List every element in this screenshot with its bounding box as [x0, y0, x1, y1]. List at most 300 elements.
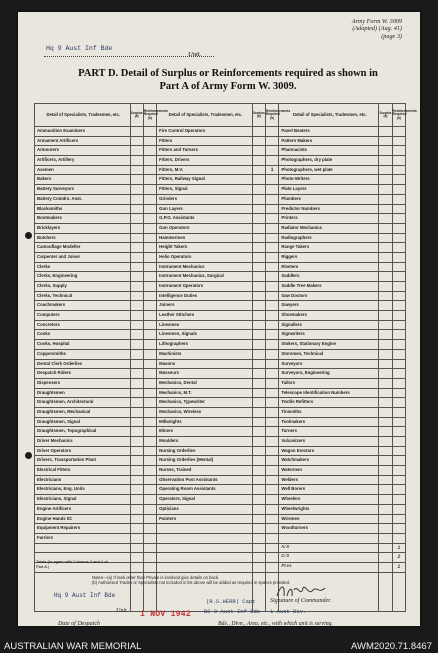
- specialist-cell: Driver Operators: [35, 446, 131, 456]
- required-cell: [266, 291, 279, 301]
- specialist-cell: Riggers: [279, 252, 379, 262]
- note-b: (b) Authorised Trades or Specialists not included in list above will be added as required in spaces provided.: [92, 580, 291, 586]
- surplus-cell: [379, 185, 392, 195]
- specialist-cell: Photographers, wet plate: [279, 165, 379, 175]
- specialist-cell: Mechanics, M.T.: [157, 388, 253, 398]
- surplus-cell: [130, 146, 143, 156]
- surplus-cell: [252, 466, 265, 476]
- form-page-number: (page 3): [381, 32, 402, 40]
- surplus-cell: [252, 252, 265, 262]
- required-cell: [143, 320, 156, 330]
- table-row: [35, 349, 406, 359]
- required-cell: [392, 185, 405, 195]
- required-cell: [392, 504, 405, 514]
- required-cell: [392, 466, 405, 476]
- surplus-cell: [379, 495, 392, 505]
- table-row: [35, 194, 406, 204]
- specialist-cell: Hammermen: [157, 233, 253, 243]
- signature-typed-unit: BC 9 Aust Inf Bde — 1 Aust Div.: [204, 608, 307, 615]
- surplus-cell: [130, 485, 143, 495]
- specialist-cell: Fitters, Railway Signal: [157, 175, 253, 185]
- specialist-cell: Panel Beaters: [279, 127, 379, 137]
- required-cell: [143, 524, 156, 534]
- caption-accession: AWM2020.71.8467: [351, 641, 432, 652]
- surplus-cell: [130, 340, 143, 350]
- required-cell: [143, 252, 156, 262]
- required-cell: [392, 233, 405, 243]
- specialist-cell: Computers: [35, 311, 131, 321]
- surplus-cell: [130, 330, 143, 340]
- surplus-cell: [379, 204, 392, 214]
- handwritten-trade: A/S: [279, 543, 379, 553]
- signature-typed-rank: (R.S.HERR) Capt: [206, 598, 256, 605]
- table-row: [35, 127, 406, 137]
- surplus-cell: [130, 359, 143, 369]
- specialist-cell: Artificers, Artillery: [35, 156, 131, 166]
- required-cell: [392, 359, 405, 369]
- specialist-cell: Tailors: [279, 378, 379, 388]
- specialist-cell: Saw Doctors: [279, 291, 379, 301]
- specialist-cell: Sawyers: [279, 301, 379, 311]
- table-row: [35, 437, 406, 447]
- surplus-cell: [379, 320, 392, 330]
- specialist-cell: Instrument Mechanics: [157, 262, 253, 272]
- surplus-cell: [379, 156, 392, 166]
- required-cell: [392, 407, 405, 417]
- table-row: [35, 185, 406, 195]
- table-row: [35, 175, 406, 185]
- required-cell: [143, 475, 156, 485]
- specialist-cell: Fitters, Signal: [157, 185, 253, 195]
- surplus-cell: [379, 524, 392, 534]
- specialist-cell: Wiremen: [279, 514, 379, 524]
- required-cell: [392, 252, 405, 262]
- required-cell: [266, 456, 279, 466]
- surplus-cell: [379, 359, 392, 369]
- specialist-cell: Height Takers: [157, 243, 253, 253]
- specialist-cell: Miners: [157, 427, 253, 437]
- required-cell: [392, 349, 405, 359]
- specialist-cell: Cooks: [35, 330, 131, 340]
- table-row: [35, 340, 406, 350]
- specialist-cell: Pharmacists: [279, 146, 379, 156]
- surplus-cell: [252, 475, 265, 485]
- specialist-cell: Farriers: [35, 533, 131, 543]
- specialist-cell: Blacksmiths: [35, 204, 131, 214]
- table-row: [35, 369, 406, 379]
- surplus-cell: [252, 272, 265, 282]
- specialist-cell: Woodturners: [279, 524, 379, 534]
- required-cell: [143, 369, 156, 379]
- surplus-cell: [252, 320, 265, 330]
- specialist-cell: Equipment Repairers: [35, 524, 131, 534]
- required-cell: [143, 388, 156, 398]
- surplus-cell: [252, 340, 265, 350]
- surplus-cell: [130, 311, 143, 321]
- specialist-cell: Drivers, Transportation Plant: [35, 456, 131, 466]
- specialist-cell: Fire Control Operators: [157, 127, 253, 137]
- surplus-cell: [130, 533, 143, 543]
- surplus-cell: [252, 456, 265, 466]
- specialist-cell: Battery Comdrs. Asst.: [35, 194, 131, 204]
- table-row: [35, 301, 406, 311]
- specialist-cell: Axemen: [35, 165, 131, 175]
- surplus-cell: [379, 301, 392, 311]
- specialist-cell: Nursing Orderlies (Mental): [157, 456, 253, 466]
- specialist-cell: Grinders: [157, 194, 253, 204]
- table-row: [35, 524, 406, 534]
- specialist-cell: Draughtsmen, Signal: [35, 417, 131, 427]
- note-a: Notes—(a) If rank other than Private is involved give details on back.: [92, 575, 220, 580]
- table-row: [35, 311, 406, 321]
- required-cell: [143, 543, 156, 553]
- required-cell: [266, 243, 279, 253]
- specialists-table: [34, 103, 417, 612]
- specialist-cell: Ammunition Examiners: [35, 127, 131, 137]
- specialist-cell: Machinists: [157, 349, 253, 359]
- surplus-cell: [379, 417, 392, 427]
- col-header-required: Reinforcements Required (b): [143, 104, 156, 127]
- required-cell: [143, 466, 156, 476]
- specialist-cell: Draughtsmen, Topographical: [35, 427, 131, 437]
- surplus-cell: [252, 388, 265, 398]
- specialist-cell: Coppersmiths: [35, 349, 131, 359]
- surplus-cell: [130, 156, 143, 166]
- col-header-spec: Detail of Specialists, Tradesmen, etc.: [279, 104, 379, 127]
- surplus-cell: [252, 378, 265, 388]
- surplus-cell: [252, 485, 265, 495]
- table-row: [35, 446, 406, 456]
- surplus-cell: [252, 417, 265, 427]
- surplus-cell: [252, 175, 265, 185]
- specialist-cell: Operators, Signal: [157, 495, 253, 505]
- surplus-cell: [379, 194, 392, 204]
- required-cell: [392, 282, 405, 292]
- required-cell: [266, 223, 279, 233]
- surplus-cell: [130, 194, 143, 204]
- surplus-cell: [130, 272, 143, 282]
- specialist-cell: Despatch Riders: [35, 369, 131, 379]
- specialist-cell: Electricians: [35, 475, 131, 485]
- required-cell: [266, 543, 279, 553]
- surplus-cell: [379, 127, 392, 137]
- table-row: [35, 398, 406, 408]
- surplus-cell: [130, 388, 143, 398]
- specialist-cell: Watermen: [279, 466, 379, 476]
- specialist-cell: Pattern Makers: [279, 136, 379, 146]
- surplus-cell: [130, 223, 143, 233]
- surplus-cell: [379, 398, 392, 408]
- totals-label: Totals (to agree with Columns 3 and 4 of Part A.): [36, 559, 108, 569]
- table-row: [35, 475, 406, 485]
- surplus-cell: [130, 466, 143, 476]
- surplus-cell: [130, 417, 143, 427]
- surplus-cell: [379, 504, 392, 514]
- handwritten-trade: Ptes: [279, 562, 379, 572]
- specialist-cell: Clerks, Technical: [35, 291, 131, 301]
- specialist-cell: Saddle Tree Makers: [279, 282, 379, 292]
- surplus-cell: [252, 194, 265, 204]
- required-cell: [143, 204, 156, 214]
- required-cell: [143, 301, 156, 311]
- surplus-cell: [379, 475, 392, 485]
- surplus-cell: [252, 359, 265, 369]
- required-cell: 1: [266, 165, 279, 175]
- specialist-cell: Masons: [157, 359, 253, 369]
- surplus-cell: [379, 456, 392, 466]
- required-cell: [392, 156, 405, 166]
- surplus-cell: [379, 146, 392, 156]
- required-cell: [143, 291, 156, 301]
- col-header-required: Reinforcements Required (b): [266, 104, 279, 127]
- required-cell: [266, 330, 279, 340]
- required-cell: [143, 214, 156, 224]
- surplus-cell: [252, 514, 265, 524]
- required-cell: [392, 437, 405, 447]
- specialist-cell: Linesmen: [157, 320, 253, 330]
- specialist-cell: [157, 524, 253, 534]
- required-cell: [143, 340, 156, 350]
- surplus-cell: [130, 349, 143, 359]
- surplus-cell: [130, 543, 143, 553]
- required-cell: [266, 369, 279, 379]
- specialist-cell: Draughtsmen, Mechanical: [35, 407, 131, 417]
- required-cell: [143, 146, 156, 156]
- specialist-cell: Intelligence Duties: [157, 291, 253, 301]
- surplus-cell: [252, 330, 265, 340]
- surplus-cell: [252, 223, 265, 233]
- specialist-cell: Moulders: [157, 437, 253, 447]
- surplus-cell: [130, 514, 143, 524]
- specialist-cell: Welders: [279, 475, 379, 485]
- surplus-cell: [252, 146, 265, 156]
- required-cell: [266, 407, 279, 417]
- surplus-cell: [130, 175, 143, 185]
- specialist-cell: Dental Clerk Orderlies: [35, 359, 131, 369]
- table-row: [35, 214, 406, 224]
- specialist-cell: Bootmakers: [35, 214, 131, 224]
- handwritten-required: 1: [392, 543, 405, 553]
- specialist-cell: Range Takers: [279, 243, 379, 253]
- required-cell: [143, 156, 156, 166]
- specialist-cell: Mechanics, Wireless: [157, 407, 253, 417]
- surplus-cell: [130, 378, 143, 388]
- surplus-cell: [252, 204, 265, 214]
- specialist-cell: Clerks, Engineering: [35, 272, 131, 282]
- table-row: [35, 533, 406, 543]
- surplus-cell: [252, 136, 265, 146]
- surplus-cell: [252, 349, 265, 359]
- specialist-cell: Cooks, Hospital: [35, 340, 131, 350]
- table-row: [35, 427, 406, 437]
- caption-institution: AUSTRALIAN WAR MEMORIAL: [4, 641, 142, 652]
- specialist-cell: Instrument Operators: [157, 282, 253, 292]
- despatch-date-stamp: 1 NOV 1942: [140, 610, 192, 619]
- surplus-cell: [379, 378, 392, 388]
- surplus-cell: [252, 311, 265, 321]
- required-cell: [266, 262, 279, 272]
- col-header-surplus: Surplus (a): [252, 104, 265, 127]
- table-row: [35, 204, 406, 214]
- specialist-cell: Signwriters: [279, 330, 379, 340]
- surplus-cell: [130, 301, 143, 311]
- required-cell: [266, 311, 279, 321]
- required-cell: [266, 194, 279, 204]
- surplus-cell: [379, 175, 392, 185]
- specialist-cell: Millwrights: [157, 417, 253, 427]
- specialist-cell: Observation Post Assistants: [157, 475, 253, 485]
- specialist-cell: Gun Layers: [157, 204, 253, 214]
- specialist-cell: Bakers: [35, 175, 131, 185]
- required-cell: [392, 485, 405, 495]
- specialist-cell: Camouflage Modeller: [35, 243, 131, 253]
- surplus-cell: [130, 127, 143, 137]
- specialist-cell: Fitters: [157, 136, 253, 146]
- specialist-cell: Bricklayers: [35, 223, 131, 233]
- required-cell: [392, 369, 405, 379]
- surplus-cell: [252, 262, 265, 272]
- required-cell: [143, 407, 156, 417]
- required-cell: [392, 311, 405, 321]
- required-cell: [143, 456, 156, 466]
- specialist-cell: Well Borers: [279, 485, 379, 495]
- surplus-cell: [252, 165, 265, 175]
- required-cell: [143, 349, 156, 359]
- required-cell: [392, 204, 405, 214]
- specialist-cell: Signallers: [279, 320, 379, 330]
- table-row: [35, 466, 406, 476]
- surplus-cell: [252, 214, 265, 224]
- specialist-cell: [279, 533, 379, 543]
- specialist-cell: Driver Mechanics: [35, 437, 131, 447]
- surplus-cell: [252, 233, 265, 243]
- surplus-cell: [379, 252, 392, 262]
- required-cell: [266, 282, 279, 292]
- surplus-cell: [252, 543, 265, 553]
- table-row: [35, 543, 406, 553]
- specialist-cell: Predictor Numbers: [279, 204, 379, 214]
- specialist-cell: Engine Artificers: [35, 504, 131, 514]
- form-number: Army Form W. 3009: [351, 18, 402, 25]
- surplus-cell: [130, 282, 143, 292]
- required-cell: [266, 233, 279, 243]
- col-header-spec: Detail of Specialists, Tradesmen, etc.: [35, 104, 131, 127]
- specialist-cell: Stokers, Stationary Engine: [279, 340, 379, 350]
- surplus-cell: [130, 427, 143, 437]
- required-cell: [143, 165, 156, 175]
- col-header-spec: Detail of Specialists, Tradesmen, etc.: [157, 104, 253, 127]
- specialist-cell: Wheelers: [279, 495, 379, 505]
- required-cell: [143, 398, 156, 408]
- punch-hole: [25, 232, 32, 239]
- surplus-cell: [130, 291, 143, 301]
- surplus-cell: [130, 252, 143, 262]
- required-cell: [392, 223, 405, 233]
- specialist-cell: Armourers: [35, 146, 131, 156]
- surplus-cell: [379, 369, 392, 379]
- required-cell: [392, 165, 405, 175]
- specialist-cell: Toolmakers: [279, 417, 379, 427]
- surplus-cell: [252, 301, 265, 311]
- table-row: [35, 378, 406, 388]
- surplus-cell: [379, 407, 392, 417]
- table-row: [35, 330, 406, 340]
- surplus-cell: [130, 136, 143, 146]
- title-line-1: PART D. Detail of Surplus or Reinforcements required as shown in: [78, 68, 378, 79]
- surplus-cell: [379, 543, 392, 553]
- table-row: [35, 504, 406, 514]
- specialist-cell: Engine Hands I/C: [35, 514, 131, 524]
- surplus-cell: [379, 349, 392, 359]
- signature-label: Signature of Commander.: [270, 598, 332, 604]
- specialist-cell: Plate Layers: [279, 185, 379, 195]
- required-cell: [143, 136, 156, 146]
- required-cell: [266, 398, 279, 408]
- table-row: [35, 291, 406, 301]
- form-page: [18, 12, 420, 626]
- required-cell: [143, 427, 156, 437]
- required-cell: [143, 495, 156, 505]
- surplus-cell: [130, 233, 143, 243]
- required-cell: [266, 127, 279, 137]
- form-reference: [352, 18, 402, 40]
- specialist-cell: Operating Room Assistants: [157, 485, 253, 495]
- required-cell: [392, 475, 405, 485]
- specialist-cell: Draughtsmen, Architectural: [35, 398, 131, 408]
- required-cell: [266, 175, 279, 185]
- title-line-2: Part A of Army Form W. 3009.: [159, 80, 297, 92]
- surplus-cell: [130, 446, 143, 456]
- specialist-cell: Leather Stitchers: [157, 311, 253, 321]
- surplus-cell: [130, 165, 143, 175]
- surplus-cell: [130, 524, 143, 534]
- handwritten-required: 1: [392, 562, 405, 572]
- bde-label: Bde., Divn., Area, etc., with which unit is serving.: [218, 621, 333, 627]
- required-cell: [143, 272, 156, 282]
- specialist-cell: Vulcanizers: [279, 437, 379, 447]
- table-row: [35, 156, 406, 166]
- specialist-cell: Saddlers: [279, 272, 379, 282]
- specialist-cell: Opticians: [157, 504, 253, 514]
- required-cell: [143, 378, 156, 388]
- handwritten-required: 2: [392, 553, 405, 563]
- required-cell: [392, 175, 405, 185]
- surplus-cell: [379, 262, 392, 272]
- surplus-cell: [130, 407, 143, 417]
- specialist-cell: Photo-Writers: [279, 175, 379, 185]
- table-row: [35, 282, 406, 292]
- specialist-cell: Storemen, Technical: [279, 349, 379, 359]
- required-cell: [266, 378, 279, 388]
- footer-unit-label: Unit.: [116, 608, 129, 614]
- required-cell: [266, 388, 279, 398]
- table-row: [35, 136, 406, 146]
- surplus-cell: [252, 437, 265, 447]
- required-cell: [392, 136, 405, 146]
- surplus-cell: [379, 311, 392, 321]
- specialist-cell: Electrical Fitters: [35, 466, 131, 476]
- required-cell: [266, 214, 279, 224]
- surplus-cell: [379, 533, 392, 543]
- required-cell: [143, 311, 156, 321]
- required-cell: [392, 456, 405, 466]
- required-cell: [392, 194, 405, 204]
- totals-row: [34, 560, 406, 569]
- required-cell: [392, 378, 405, 388]
- specialist-cell: Plumbers: [279, 194, 379, 204]
- col-header-surplus: Surplus (a): [130, 104, 143, 127]
- specialist-cell: Riveters: [279, 262, 379, 272]
